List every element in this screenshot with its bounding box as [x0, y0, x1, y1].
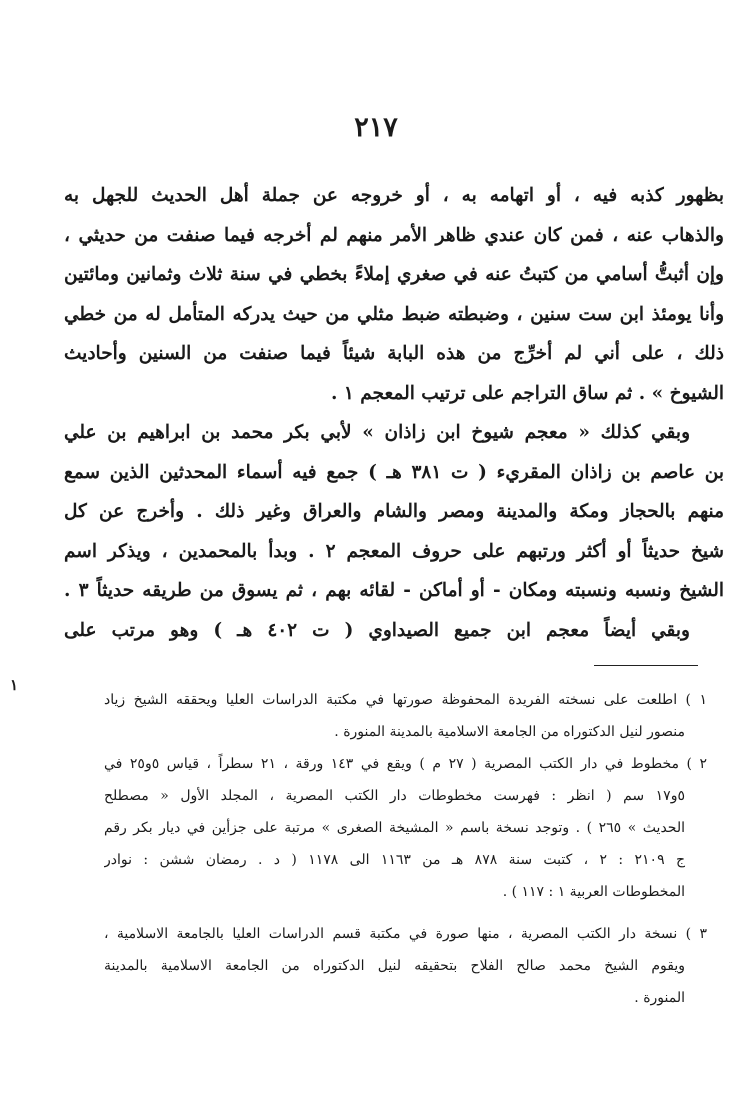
footnote-line: الحديث » ٢٦٥ ) . وتوجد نسخة باسم « المشيخة الصغرى » مرتبة على جزأين في ديار بكر رقم [104, 820, 685, 836]
body-line: وإن أثبتُّ أسامي من كتبتُ عنه في صغري إملاءً بخطي في سنة ثلاث وثمانين ومائتين [64, 264, 724, 285]
footnote-line: ٢ ) مخطوط في دار الكتب المصرية ( ٢٧ م ) ويقع في ١٤٣ ورقة ، ٢١ سطراً ، قياس ٥و٢٥ في [104, 756, 707, 772]
body-line: وبقي أيضاً معجم ابن جميع الصيداوي ( ت ٤٠٢ هـ ) وهو مرتب على [64, 619, 690, 641]
footnote-2 [104, 748, 707, 908]
margin-mark: ١ [10, 676, 19, 694]
body-line: الشيخ ونسبه ونسبته ومكان - أو أماكن - لقائه بهم ، ثم يسوق من طريقه حديثاً ٣ . [64, 580, 724, 601]
footnote-line: ويقوم الشيخ محمد صالح الفلاح بتحقيقه لنيل الدكتوراه من الجامعة الاسلامية بالمدينة [104, 958, 685, 974]
footnote-line: المخطوطات العربية ١ : ١١٧ ) . [502, 884, 685, 900]
footnote-line: منصور لنيل الدكتوراه من الجامعة الاسلامية بالمدينة المنورة . [334, 724, 685, 740]
footnote-line: ج ٢١٠٩ : ٢ ، كتبت سنة ٨٧٨ هـ من ١١٦٣ الى ١١٧٨ ( د . رمضان ششن : نوادر [104, 852, 685, 868]
body-line: والذهاب عنه ، فمن كان عندي ظاهر الأمر منهم لم أخرجه فيما صنفت من حديثي ، [64, 224, 724, 246]
footnote-line: ١ ) اطلعت على نسخته الفريدة المحفوظة صورتها في مكتبة الدراسات العليا ويحققه الشيخ زياد [104, 692, 707, 708]
footnote-1 [104, 684, 707, 748]
main-text-body [64, 176, 724, 650]
body-line: وبقي كذلك « معجم شيوخ ابن زاذان » لأبي بكر محمد بن ابراهيم بن علي [64, 422, 690, 443]
footnote-line: المنورة . [634, 990, 685, 1006]
footnotes [104, 684, 707, 1014]
body-line: منهم بالحجاز ومكة والمدينة ومصر والشام والعراق وغير ذلك . وأخرج عن كل [64, 501, 724, 522]
footnote-line: ٣ ) نسخة دار الكتب المصرية ، منها صورة في مكتبة قسم الدراسات العليا بالجامعة الاسلامية ، [104, 926, 707, 942]
body-line: الشيوخ » . ثم ساق التراجم على ترتيب المعجم ١ . [330, 382, 724, 404]
footnote-line: ٥و١٧ سم ( انظر : فهرست مخطوطات دار الكتب المصرية ، المجلد الأول « مصطلح [104, 788, 685, 804]
page-number: ٢١٧ [354, 112, 398, 143]
body-line: ذلك ، على أني لم أخرِّج من هذه البابة شيئاً فيما صنفت من السنين وأحاديث [64, 343, 724, 364]
footnote-3 [104, 918, 707, 1014]
body-line: وأنا يومئذ ابن ست سنين ، وضبطته ضبط مثلي من حيث يدركه المتأمل له من خطي [64, 303, 724, 325]
body-line: شيخ حديثاً أو أكثر ورتبهم على حروف المعجم ٢ . وبدأ بالمحمدين ، ويذكر اسم [64, 540, 724, 562]
footnote-divider [594, 665, 698, 666]
body-line: بظهور كذبه فيه ، أو اتهامه به ، أو خروجه عن جملة أهل الحديث للجهل به [64, 185, 724, 206]
body-line: بن عاصم بن زاذان المقريء ( ت ٣٨١ هـ ) جمع فيه أسماء المحدثين الذين سمع [64, 461, 724, 483]
